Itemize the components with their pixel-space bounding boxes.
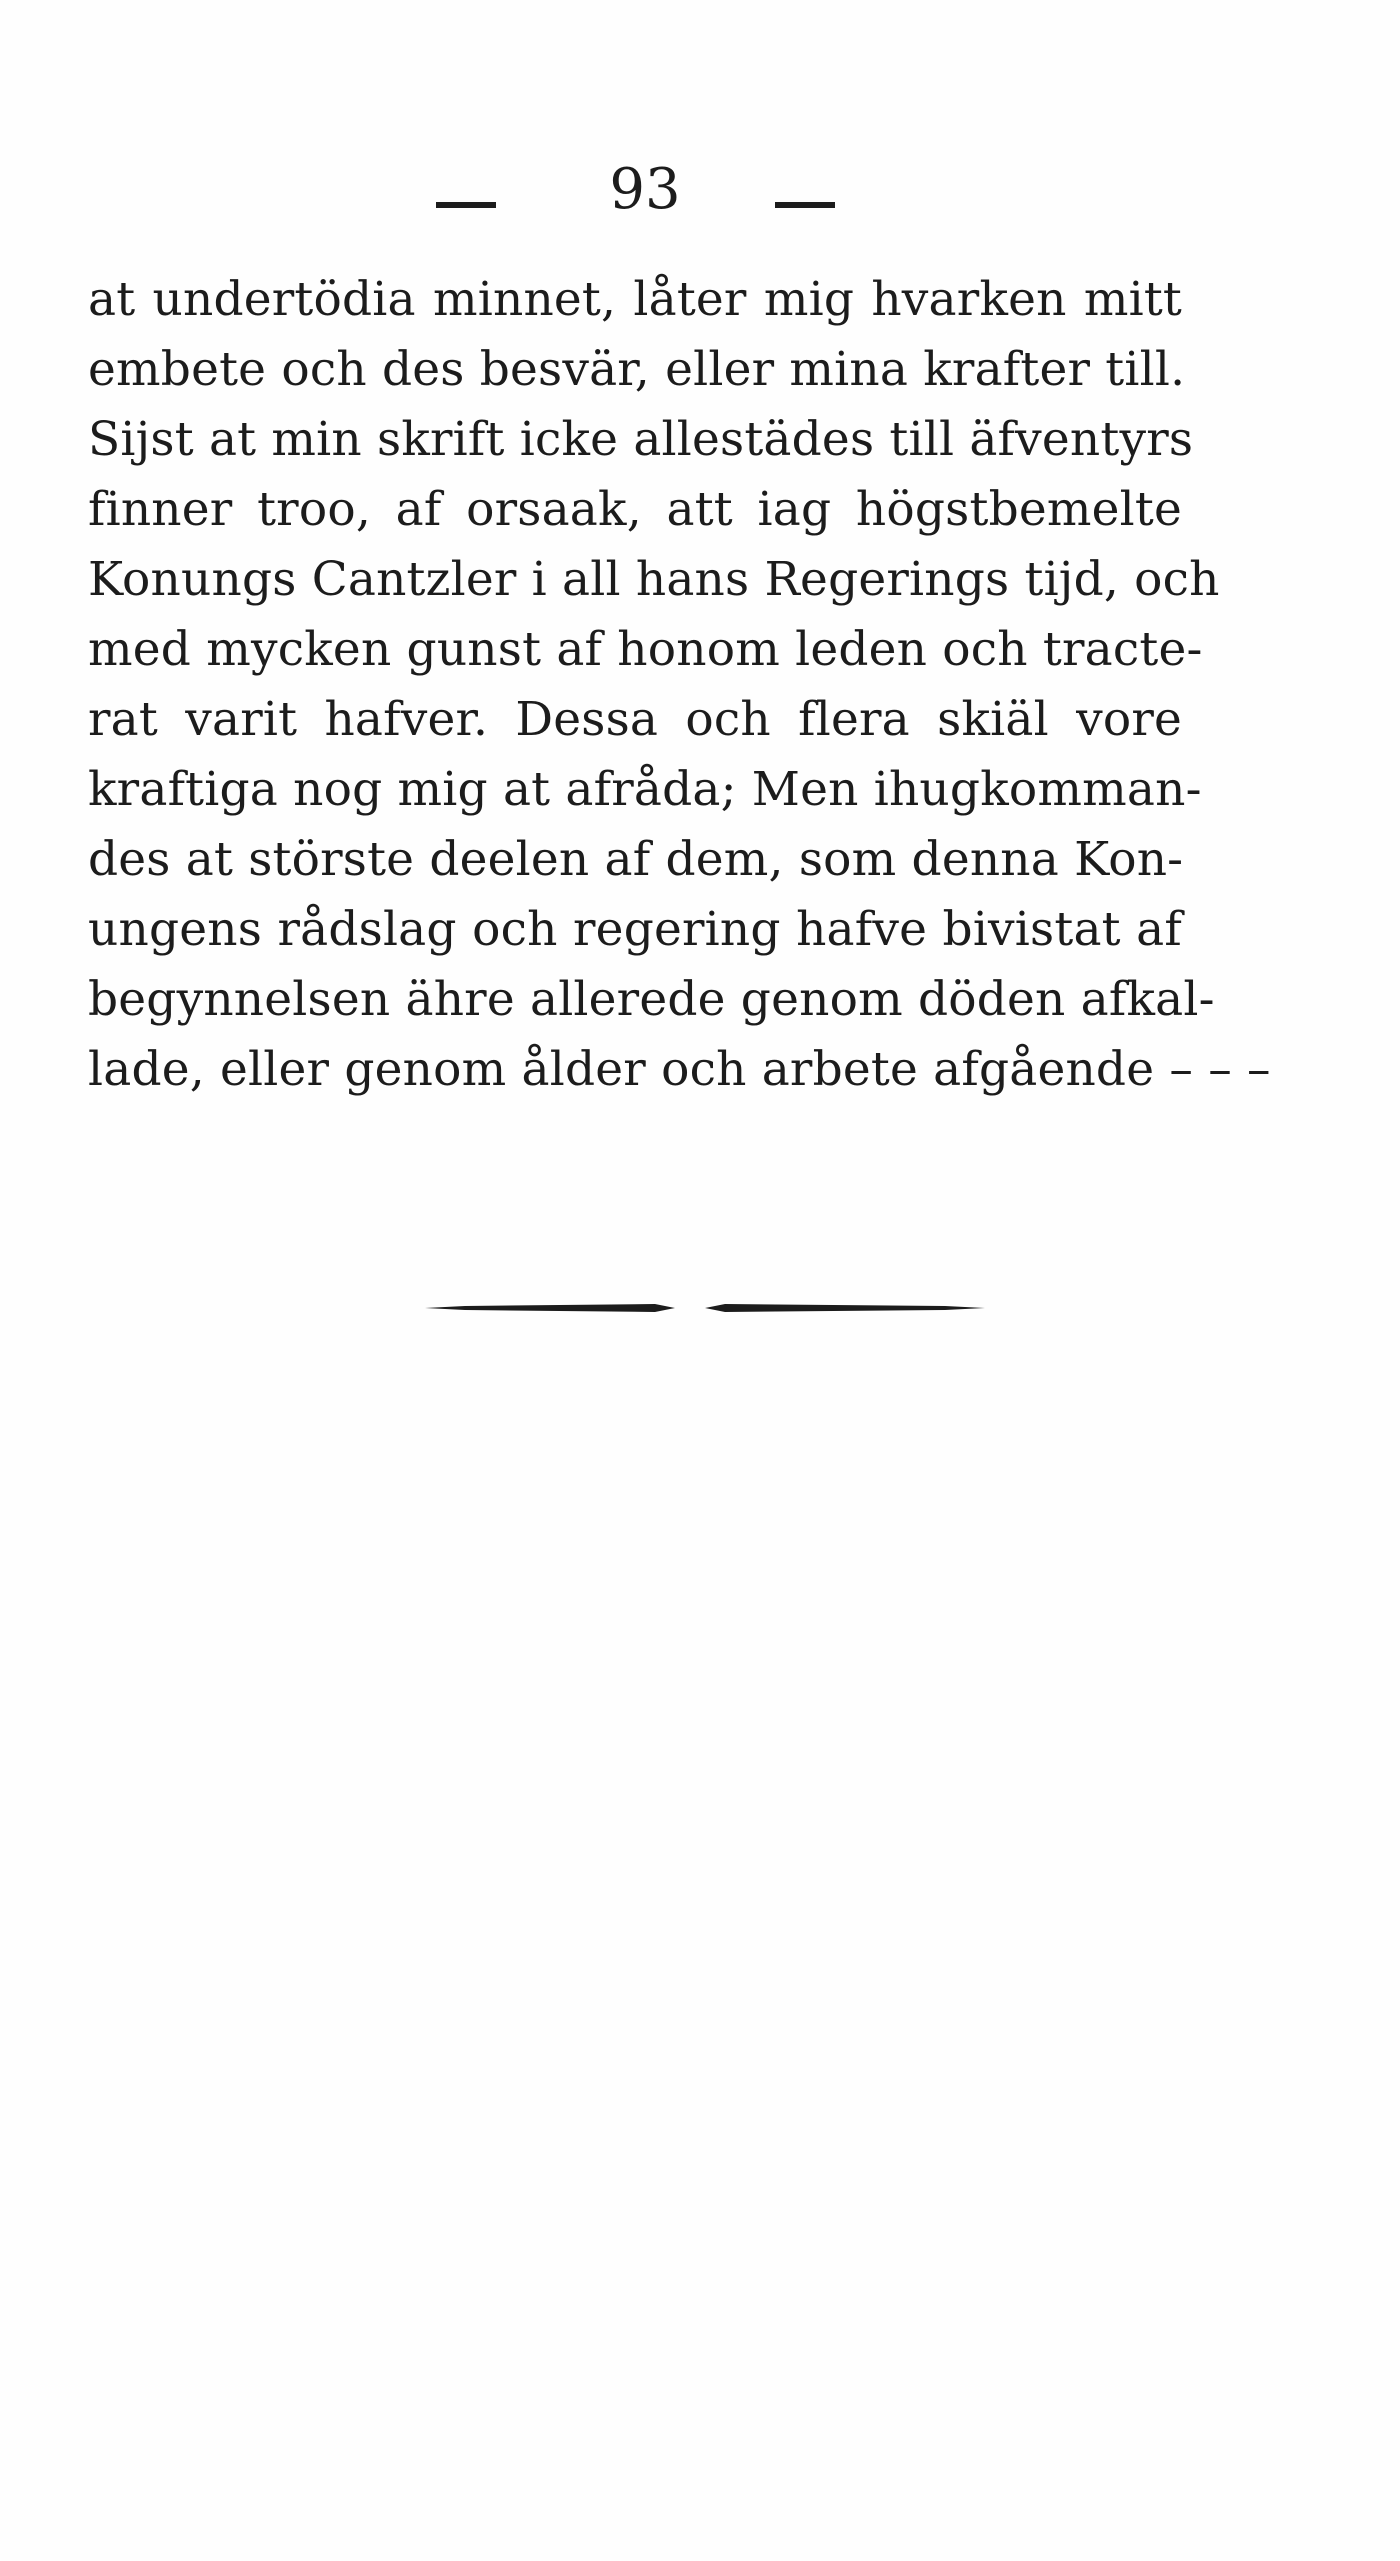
text-line: kraftiga nog mig at afråda; Men ihugkomman- [88,762,1202,817]
text-line: des at störste deelen af dem, som denna Kon- [88,832,1184,887]
text-line: begynnelsen ähre allerede genom döden afkal- [88,972,1215,1027]
text-line: rat varit hafver. Dessa och flera skiäl vore [88,692,1182,747]
text-line: finner troo, af orsaak, att iag högstbemelte [88,482,1182,537]
text-line: at undertödia minnet, låter mig hvarken mitt [88,272,1182,327]
double-rule-ornament-icon [425,1301,985,1315]
header-dash-right [775,202,835,208]
text-line: Sijst at min skrift icke allestädes till äfventyrs [88,412,1194,467]
page-number: 93 [609,157,681,222]
text-line: embete och des besvär, eller mina krafter till. [88,342,1186,397]
body-text [88,265,1271,1105]
text-line: med mycken gunst af honom leden och tracte- [88,622,1203,677]
header-dash-left [436,202,496,208]
text-line: ungens rådslag och regering hafve bivistat af [88,902,1182,957]
text-line: Konungs Cantzler i all hans Regerings tijd, och [88,552,1220,607]
text-line: lade, eller genom ålder och arbete afgående – – – [88,1042,1271,1097]
page-header [0,150,1400,230]
